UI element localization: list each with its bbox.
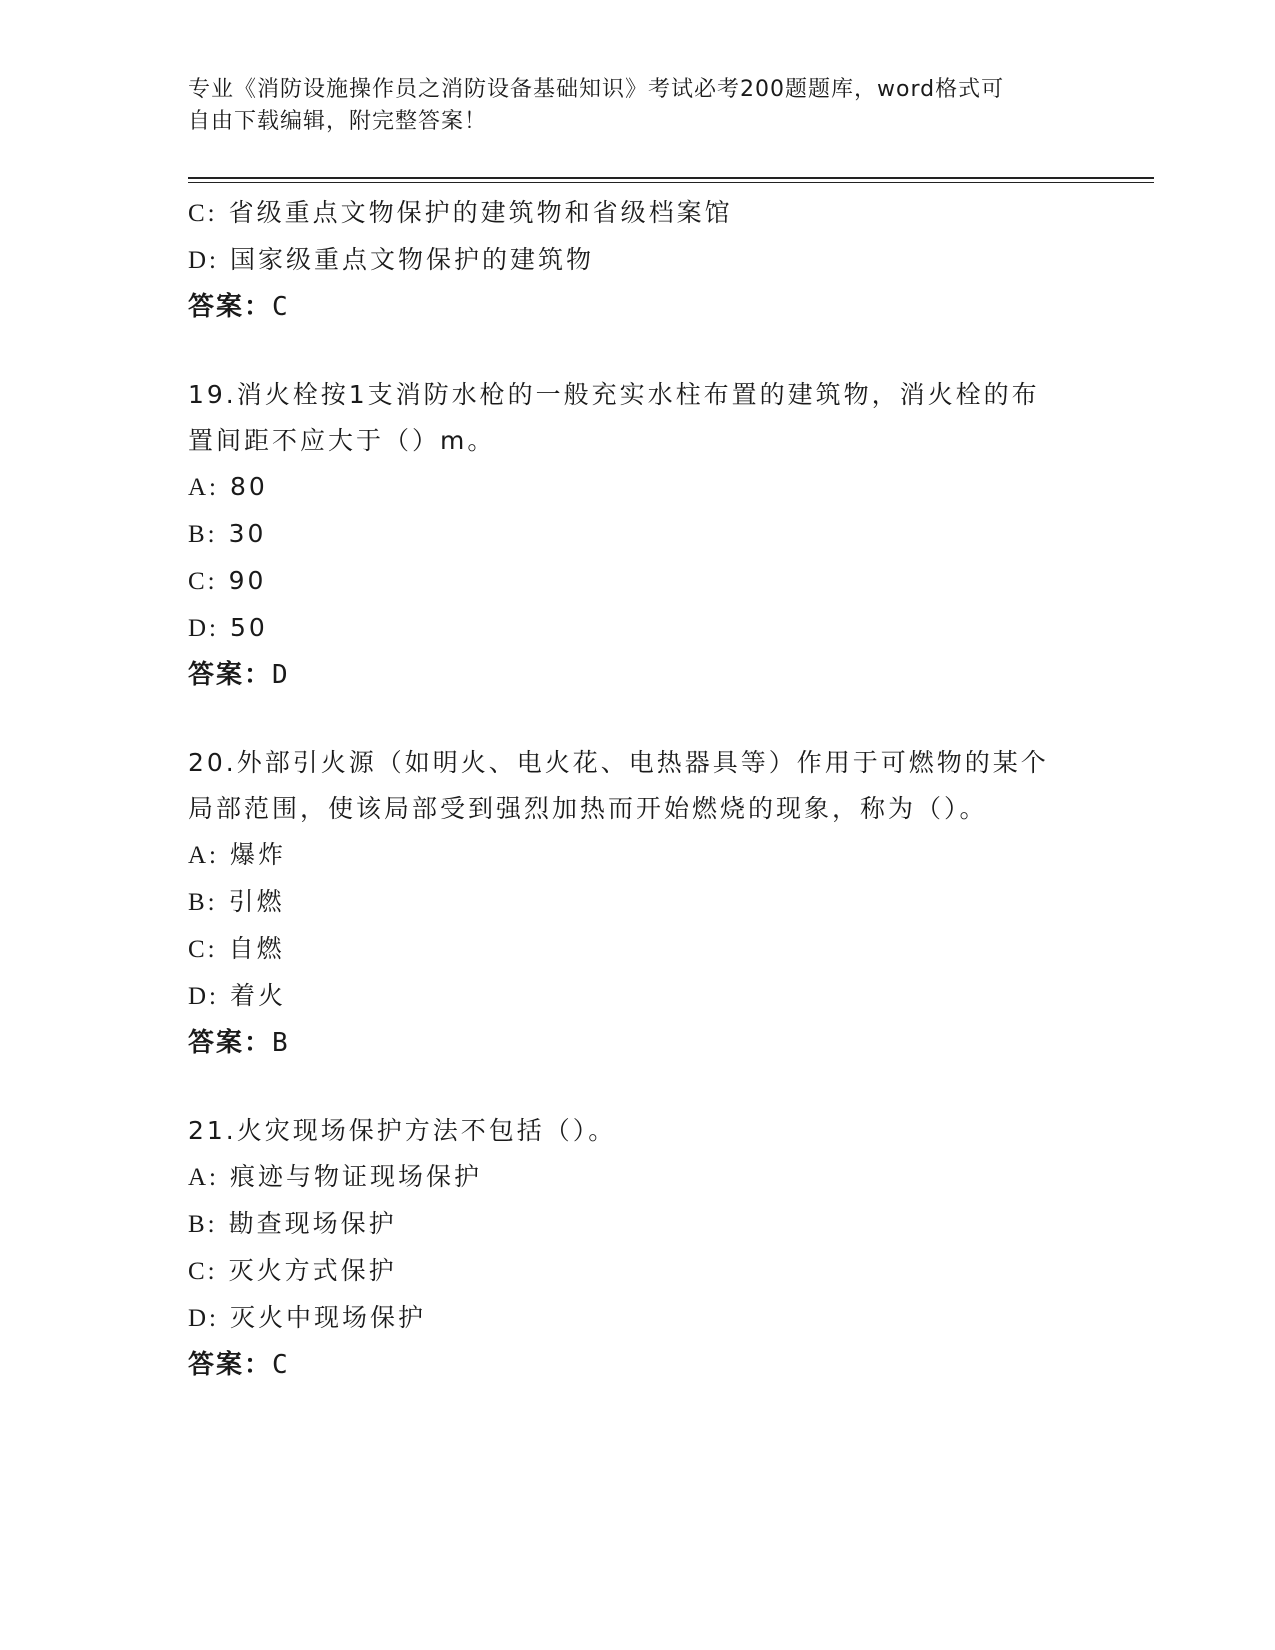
answer-label: 答案： [188,660,273,690]
spacer [188,698,1088,740]
option-key: C: [188,568,218,595]
option-text: 80 [229,472,268,501]
answer-line [188,652,1088,698]
option-text: 爆炸 [229,840,286,869]
answer-label: 答案： [188,1028,273,1058]
answer-label: 答案： [188,1350,273,1380]
option-a [188,464,1088,511]
option-d [188,1295,1088,1342]
option-text: 勘查现场保护 [228,1209,397,1238]
option-b [188,879,1088,926]
header-line-2: 自由下载编辑，附完整答案！ [188,109,488,134]
answer-value: C [272,292,290,322]
option-key: A: [188,842,219,869]
question-18-continued [188,190,1088,330]
answer-value: B [272,1028,290,1058]
question-stem-line-2: 局部范围，使该局部受到强烈加热而开始燃烧的现象，称为（）。 [188,794,988,823]
page-header [188,74,1068,138]
option-a [188,832,1088,879]
option-key: C: [188,1258,218,1285]
option-key: A: [188,1164,219,1191]
question-stem-line-1: 20.外部引火源（如明火、电火花、电热器具等）作用于可燃物的某个 [188,748,1049,777]
option-text: 灭火方式保护 [228,1256,397,1285]
option-b [188,511,1088,558]
answer-line [188,1020,1088,1066]
option-text: 90 [228,566,267,595]
option-c [188,1248,1088,1295]
option-d [188,605,1088,652]
option-text: 灭火中现场保护 [229,1303,426,1332]
option-c [188,926,1088,973]
question-stem-line-1: 21.火灾现场保护方法不包括（）。 [188,1116,617,1145]
option-text: 省级重点文物保护的建筑物和省级档案馆 [228,198,733,227]
option-key: D: [188,983,219,1010]
option-a [188,1154,1088,1201]
option-text: 50 [229,613,268,642]
option-key: C: [188,936,218,963]
option-text: 30 [228,519,267,548]
answer-label: 答案： [188,292,273,322]
document-body [188,190,1088,1388]
option-text: 引燃 [228,887,285,916]
option-key: D: [188,1305,219,1332]
option-key: D: [188,615,219,642]
option-key: B: [188,521,218,548]
option-d [188,237,1088,284]
answer-line [188,284,1088,330]
option-d [188,973,1088,1020]
option-b [188,1201,1088,1248]
option-text: 国家级重点文物保护的建筑物 [229,245,594,274]
option-key: A: [188,474,219,501]
answer-value: D [272,660,290,690]
option-key: D: [188,247,219,274]
option-c [188,558,1088,605]
question-stem-line-2: 置间距不应大于（）m。 [188,426,496,455]
spacer [188,330,1088,372]
header-line-1: 专业《消防设施操作员之消防设备基础知识》考试必考200题题库，word格式可 [188,77,1005,102]
header-divider [188,177,1154,183]
option-text: 自燃 [228,934,285,963]
question-19 [188,372,1088,698]
option-text: 痕迹与物证现场保护 [229,1162,482,1191]
option-key: B: [188,1211,218,1238]
question-stem-line-1: 19.消火栓按1支消防水枪的一般充实水柱布置的建筑物，消火栓的布 [188,380,1040,409]
answer-line [188,1342,1088,1388]
option-key: B: [188,889,218,916]
option-text: 着火 [229,981,286,1010]
answer-value: C [272,1350,290,1380]
option-c [188,190,1088,237]
question-20 [188,740,1088,1066]
option-key: C: [188,200,218,227]
question-21 [188,1108,1088,1388]
spacer [188,1066,1088,1108]
